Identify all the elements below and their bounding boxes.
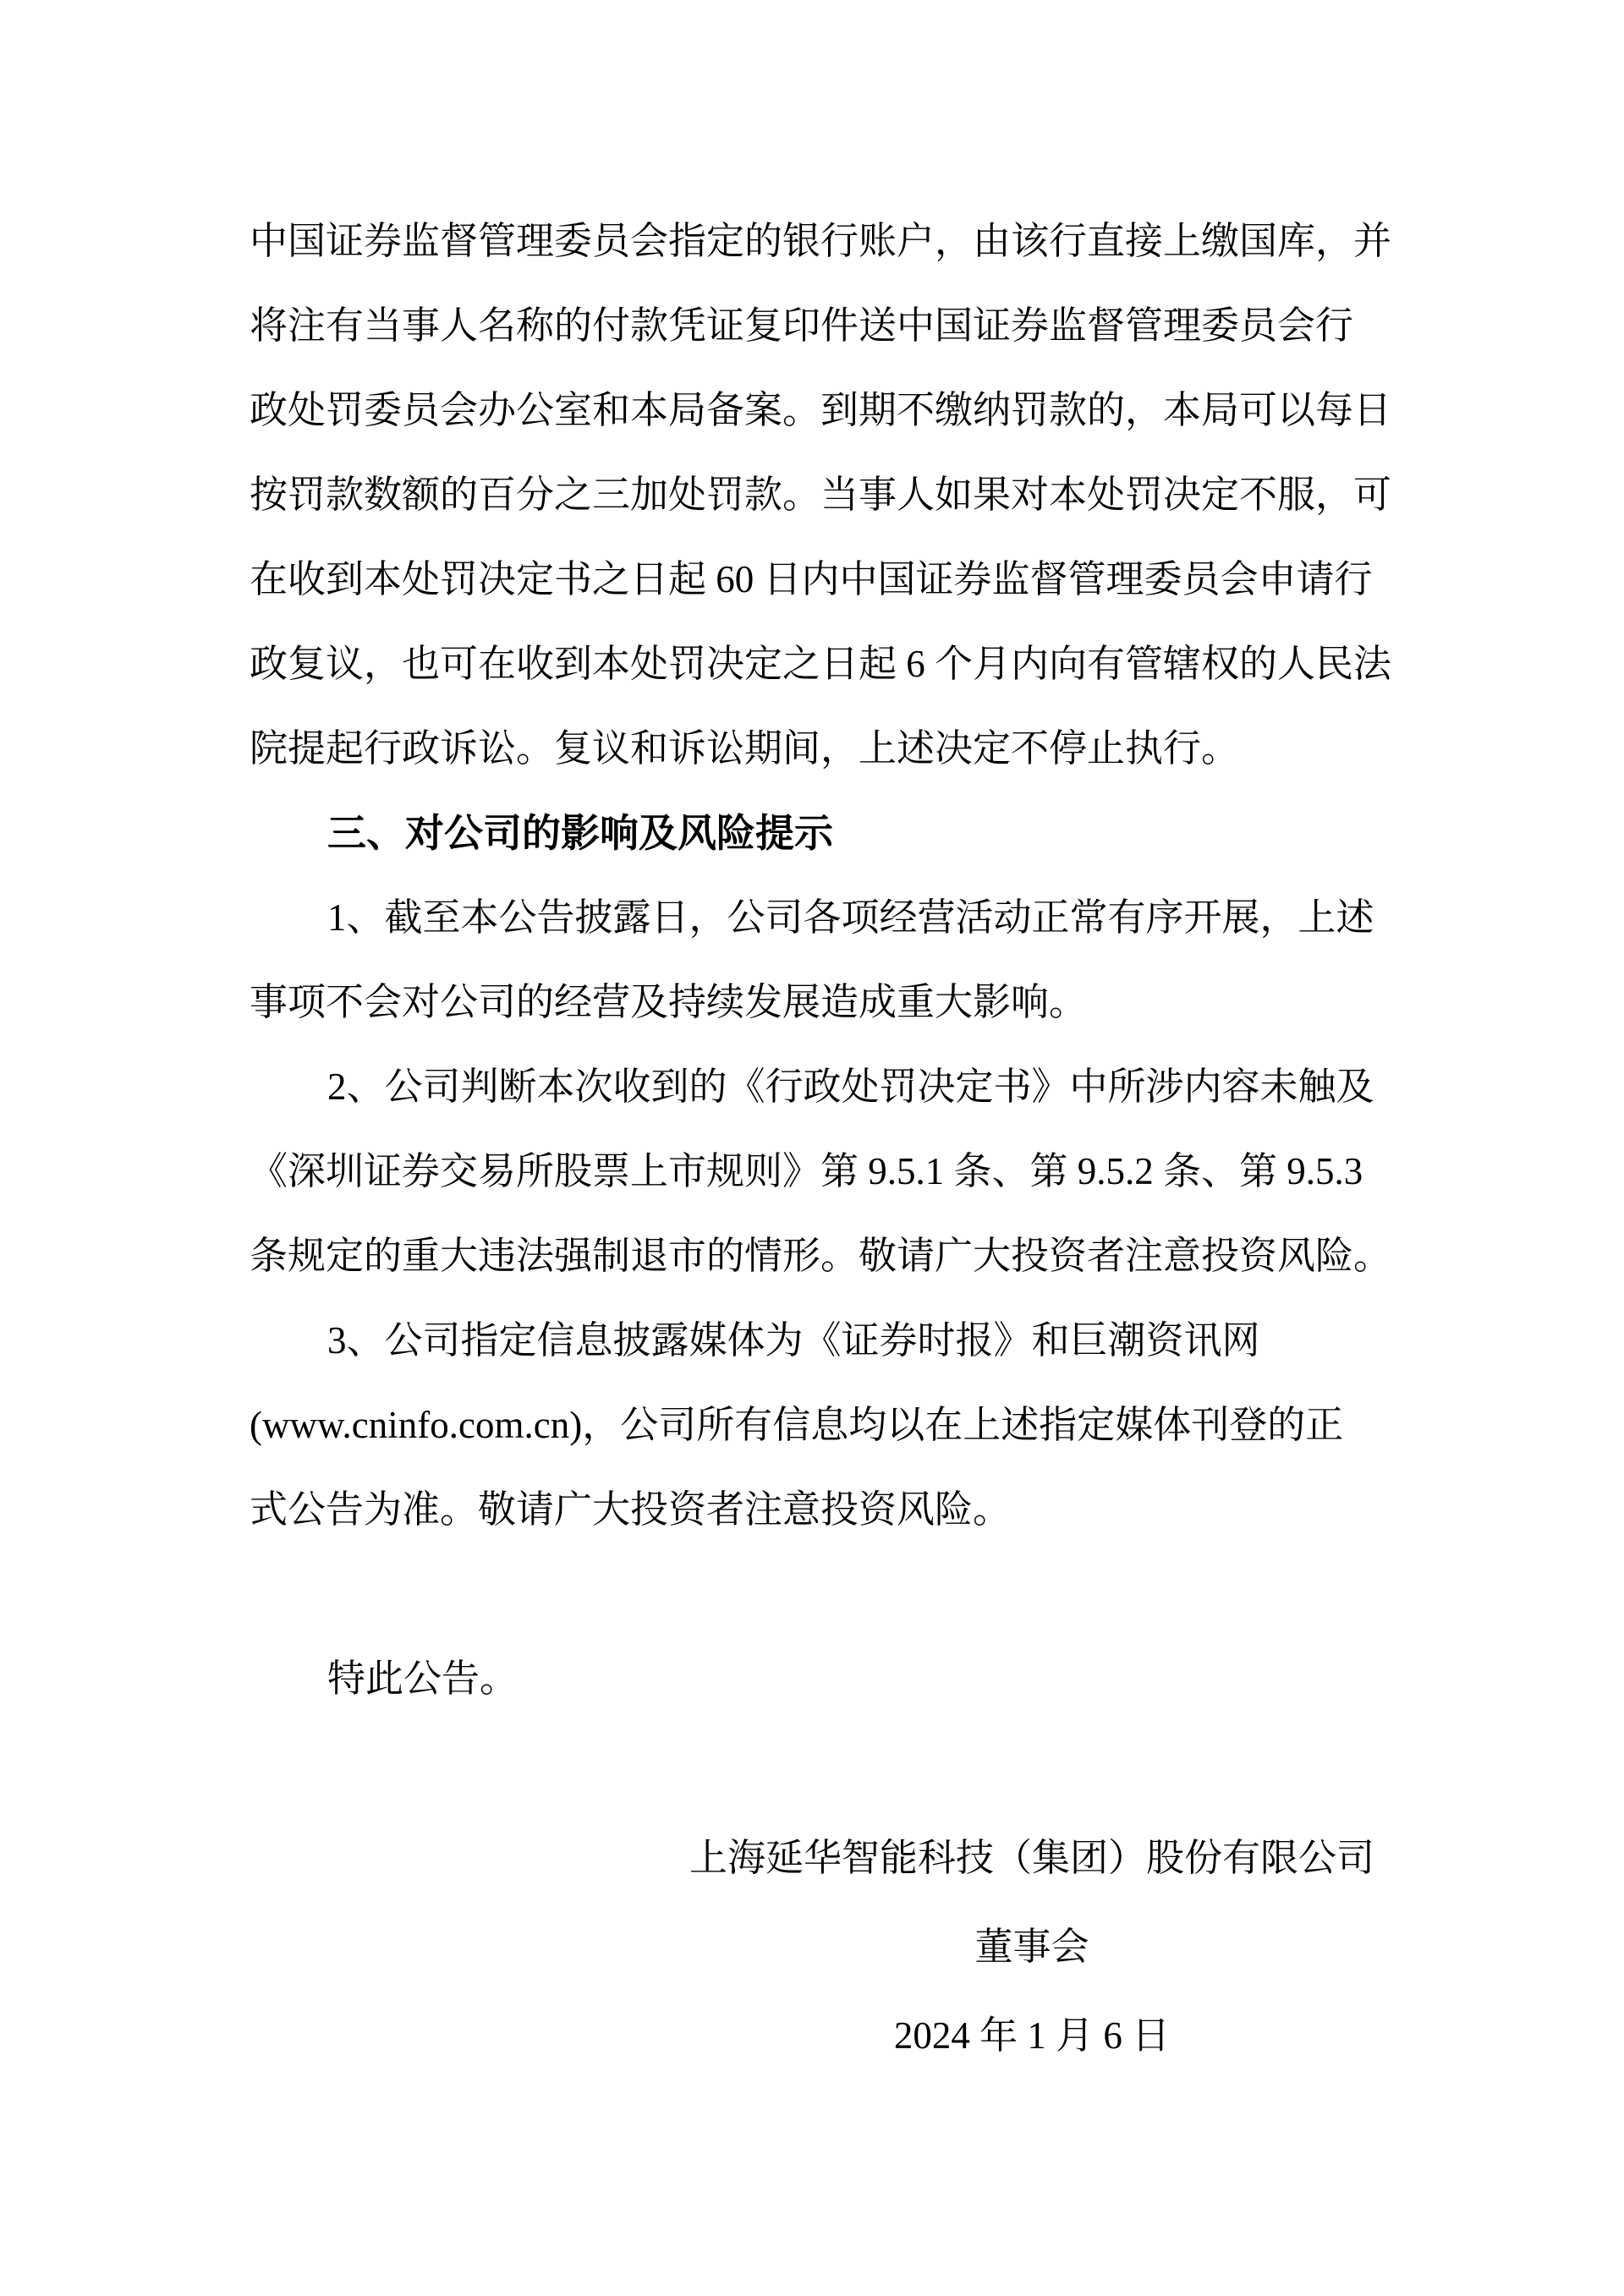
item-2-line-1: 2、公司判断本次收到的《行政处罚决定书》中所涉内容未触及	[327, 1066, 1374, 1108]
company-name: 上海延华智能科技（集团）股份有限公司	[689, 1837, 1375, 1879]
body-line-3: 政处罚委员会办公室和本局备案。到期不缴纳罚款的，本局可以每日	[250, 389, 1392, 431]
body-line-7: 院提起行政诉讼。复议和诉讼期间，上述决定不停止执行。	[250, 727, 1240, 770]
document-body	[250, 199, 1392, 2080]
board-signer: 董事会	[974, 1926, 1089, 1968]
item-1-line-2: 事项不会对公司的经营及持续发展造成重大影响。	[250, 981, 1088, 1023]
announcement-date: 2024 年 1 月 6 日	[893, 2014, 1171, 2057]
item-3-line-2: (www.cninfo.com.cn)，公司所有信息均以在上述指定媒体刊登的正	[250, 1404, 1344, 1446]
item-2-line-2: 《深圳证券交易所股票上市规则》第 9.5.1 条、第 9.5.2 条、第 9.5.3	[250, 1150, 1363, 1192]
closing-statement: 特此公告。	[327, 1658, 518, 1700]
item-2-line-3: 条规定的重大违法强制退市的情形。敬请广大投资者注意投资风险。	[250, 1235, 1392, 1277]
body-line-6: 政复议，也可在收到本处罚决定之日起 6 个月内向有管辖权的人民法	[250, 643, 1392, 685]
item-3-line-3: 式公告为准。敬请广大投资者注意投资风险。	[250, 1488, 1012, 1531]
body-line-5: 在收到本处罚决定书之日起 60 日内中国证券监督管理委员会申请行	[250, 558, 1373, 600]
item-3-line-1: 3、公司指定信息披露媒体为《证券时报》和巨潮资讯网	[327, 1319, 1260, 1362]
body-line-2: 将注有当事人名称的付款凭证复印件送中国证券监督管理委员会行	[250, 304, 1354, 347]
section-heading-impact-and-risk: 三、对公司的影响及风险提示	[327, 811, 833, 855]
item-1-line-1: 1、截至本公告披露日，公司各项经营活动正常有序开展，上述	[327, 896, 1374, 939]
body-line-4: 按罚款数额的百分之三加处罚款。当事人如果对本处罚决定不服，可	[250, 474, 1392, 516]
signature-block	[689, 1814, 1374, 2080]
body-line-1: 中国证券监督管理委员会指定的银行账户，由该行直接上缴国库，并	[250, 220, 1392, 262]
